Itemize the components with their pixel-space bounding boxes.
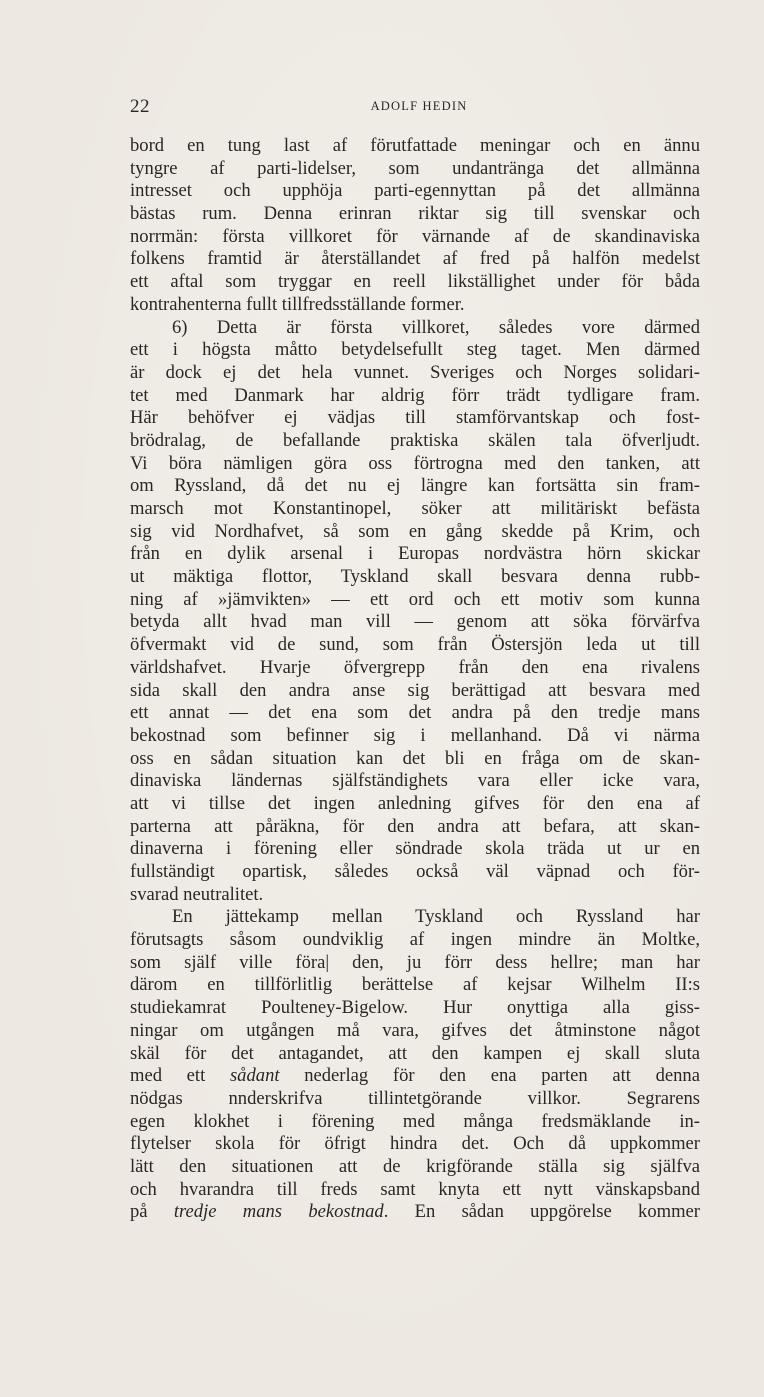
body-text: [130, 135, 700, 1224]
text-line: [130, 407, 700, 430]
text-line: [130, 838, 700, 861]
text-line: [130, 475, 700, 498]
text-segment: öfvermakt vid de sund, som från Östersjön leda ut till: [130, 634, 700, 656]
text-segment: lätt den situationen att de krigförande ställa sig själfva: [130, 1155, 700, 1177]
text-line: [130, 634, 700, 657]
text-segment: att vi tillse det ingen anledning gifves för den ena af: [130, 792, 700, 814]
text-line: [130, 748, 700, 771]
text-segment: intresset och upphöja parti-egennyttan på det allmänna: [130, 180, 700, 202]
text-line: [130, 952, 700, 975]
text-line: [130, 180, 700, 203]
text-segment: om Ryssland, då det nu ej längre kan fortsätta sin fram-: [130, 475, 700, 497]
text-segment: marsch mot Konstantinopel, söker att militäriskt befästa: [130, 498, 700, 519]
text-segment: nödgas nnderskrifva tillintetgörande villkor. Segrarens: [130, 1087, 700, 1109]
text-line: [130, 861, 700, 884]
text-segment: dinaverna i förening eller söndrade skola träda ut ur en: [130, 838, 700, 860]
text-line: [130, 929, 700, 952]
text-segment: ett annat — det ena som det andra på den tredje mans: [130, 702, 700, 724]
text-segment: med ett: [130, 1065, 230, 1087]
text-line: [130, 680, 700, 703]
text-line: [130, 339, 700, 362]
text-segment: tyngre af parti-lidelser, som undantränga det allmänna: [130, 157, 700, 179]
text-line: [130, 226, 700, 249]
text-segment: egen klokhet i förening med många fredsmäklande in-: [130, 1110, 700, 1132]
text-segment: förutsagts såsom oundviklig af ingen mindre än Moltke,: [130, 929, 700, 951]
text-segment: studiekamrat Poulteney-Bigelow. Hur onyttiga alla giss-: [130, 997, 700, 1019]
text-segment: flytelser skola för öfrigt hindra det. Och då uppkommer: [130, 1133, 700, 1155]
text-segment: sig vid Nordhafvet, så som en gång skedde på Krim, och: [130, 520, 700, 542]
text-segment: En jättekamp mellan Tyskland och Ryssland har: [172, 906, 700, 928]
text-segment: Vi böra nämligen göra oss förtrogna med den tanken, att: [130, 452, 700, 474]
text-line: [130, 1065, 700, 1088]
text-segment: skäl för det antagandet, att den kampen ej skall sluta: [130, 1042, 700, 1064]
text-line: [130, 1179, 700, 1202]
text-segment: brödralag, de befallande praktiska skälen tala öfverljudt.: [130, 429, 700, 451]
text-line: [130, 566, 700, 589]
text-line: [130, 770, 700, 793]
text-line: [130, 702, 700, 725]
text-line: [130, 135, 700, 158]
text-line: [130, 543, 700, 566]
italic-text: tredje mans bekostnad: [173, 1201, 384, 1223]
text-line: [130, 248, 700, 271]
text-segment: Här behöfver ej vädjas till stamförvantskap och fost-: [130, 407, 700, 429]
text-line: [130, 294, 700, 317]
text-line: [130, 203, 700, 226]
text-segment: från en dylik arsenal i Europas nordvästra hörn skickar: [130, 543, 700, 565]
text-line: [130, 1156, 700, 1179]
text-line: [130, 1020, 700, 1043]
text-line: [130, 158, 700, 181]
text-line: [130, 725, 700, 748]
text-segment: är dock ej det hela vunnet. Sveriges och Norges solidari-: [130, 361, 700, 383]
text-segment: på: [130, 1201, 174, 1223]
text-line: [130, 1088, 700, 1111]
text-line: [130, 906, 700, 929]
text-segment: folkens framtid är återställandet af fred på halfön medelst: [130, 248, 700, 270]
running-title: ADOLF HEDIN: [370, 99, 468, 113]
text-segment: sida skall den andra anse sig berättigad att besvara med: [130, 679, 700, 701]
text-line: [130, 1201, 700, 1224]
text-line: [130, 793, 700, 816]
text-segment: som själf ville föra| den, ju förr dess hellre; man har: [130, 951, 700, 973]
text-segment: därom en tillförlitlig berättelse af kejsar Wilhelm II:s: [130, 974, 700, 996]
text-segment: tet med Danmark har aldrig förr trädt tydligare fram.: [130, 384, 700, 406]
text-line: [130, 589, 700, 612]
text-segment: . En sådan uppgörelse kommer: [383, 1201, 700, 1223]
text-line: [130, 521, 700, 544]
text-segment: ett i högsta måtto betydelsefullt steg taget. Men därmed: [130, 339, 700, 361]
text-line: [130, 385, 700, 408]
text-line: [130, 317, 700, 340]
page-number: 22: [130, 96, 150, 117]
text-line: [130, 611, 700, 634]
text-segment: svarad neutralitet.: [130, 883, 264, 905]
text-segment: kontrahenterna fullt tillfredsställande former.: [130, 293, 465, 315]
text-line: [130, 1133, 700, 1156]
text-line: [130, 430, 700, 453]
text-segment: bästas rum. Denna erinran riktar sig till svenskar och: [130, 203, 700, 225]
text-segment: fullständigt opartisk, således också väl väpnad och för-: [130, 861, 700, 882]
text-segment: parterna att påräkna, för den andra att befara, att skan-: [130, 815, 700, 837]
text-line: [130, 884, 700, 907]
text-segment: bord en tung last af förutfattade meningar och en ännu: [130, 135, 700, 156]
text-segment: och hvarandra till freds samt knyta ett nytt vänskapsband: [130, 1178, 700, 1200]
text-line: [130, 1111, 700, 1134]
text-segment: världshafvet. Hvarje öfvergrepp från den ena rivalens: [130, 656, 700, 678]
text-line: [130, 997, 700, 1020]
text-line: [130, 1043, 700, 1066]
text-segment: nederlag för den ena parten att denna: [279, 1065, 700, 1087]
text-line: [130, 362, 700, 385]
text-segment: ut mäktiga flottor, Tyskland skall besvara denna rubb-: [130, 566, 700, 588]
italic-text: sådant: [229, 1065, 280, 1087]
text-segment: norrmän: första villkoret för värnande af de skandinaviska: [130, 225, 700, 247]
text-line: [130, 657, 700, 680]
text-line: [130, 816, 700, 839]
text-segment: dinaviska ländernas själfständighets vara eller icke vara,: [130, 770, 700, 792]
text-segment: ningar om utgången må vara, gifves det åtminstone något: [130, 1019, 700, 1041]
text-segment: betyda allt hvad man vill — genom att söka förvärfva: [130, 611, 700, 633]
text-segment: bekostnad som befinner sig i mellanhand. Då vi närma: [130, 724, 700, 746]
text-line: [130, 271, 700, 294]
text-segment: ning af »jämvikten» — ett ord och ett motiv som kunna: [130, 588, 700, 610]
text-line: [130, 974, 700, 997]
text-line: [130, 453, 700, 476]
running-header: [130, 96, 700, 118]
text-line: [130, 498, 700, 521]
text-segment: ett aftal som tryggar en reell likställighet under för båda: [130, 271, 700, 293]
text-segment: 6) Detta är första villkoret, således vore därmed: [172, 316, 700, 338]
text-segment: oss en sådan situation kan det bli en fråga om de skan-: [130, 747, 700, 769]
